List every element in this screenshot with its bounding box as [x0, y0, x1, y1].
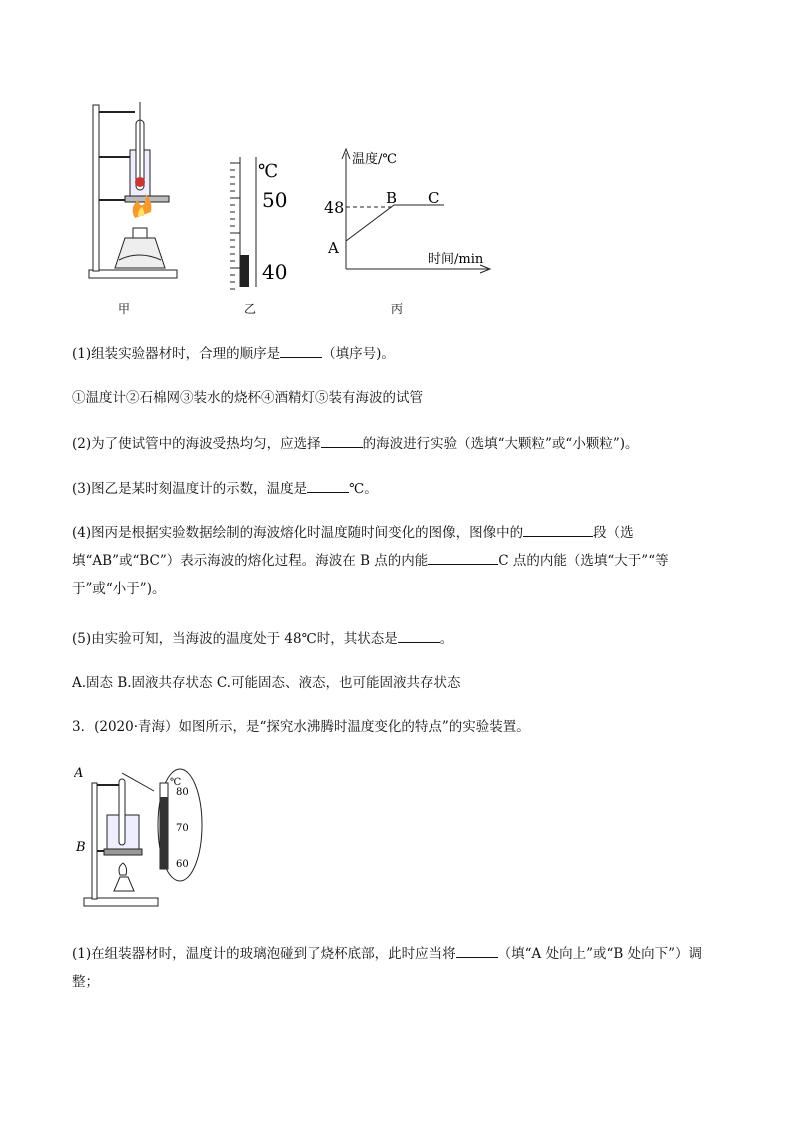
question-1-options: ①温度计②石棉网③装水的烧杯④酒精灯⑤装有海波的试管: [72, 390, 423, 406]
answer-blank-5[interactable]: [398, 628, 440, 643]
graph-point-b: B: [386, 189, 398, 207]
answer-blank-3[interactable]: [307, 478, 349, 493]
answer-blank-4b[interactable]: [428, 550, 498, 565]
figure-jia-caption: 甲: [118, 302, 131, 316]
graph-point-a: A: [328, 239, 339, 257]
fig3-tick-60: 60: [176, 859, 189, 870]
thermo-tick-50: 50: [262, 188, 288, 212]
question-5-options: A.固态 B.固液共存状态 C.可能固态、液态，也可能固液共存状态: [72, 675, 461, 691]
fig3-label-b: B: [76, 840, 86, 855]
thermo-unit: ℃: [258, 161, 279, 182]
item-3-question-1: (1)在组装器材时，温度计的玻璃泡碰到了烧杯底部，此时应当将 （填“A 处向上”或“B 处向下”）调整；: [72, 940, 720, 996]
question-5: (5)由实验可知，当海波的温度处于 48℃时，其状态是 。: [72, 628, 453, 649]
question-4: (4)图丙是根据实验数据绘制的海波熔化时温度随时间变化的图像，图像中的 段（选填“AB”或“BC”）表示海波的熔化过程。海波在 B 点的内能 C 点的内能（选填“大于”“等于”或“小于”)。: [72, 519, 720, 603]
figure-jia-apparatus: [85, 100, 185, 285]
answer-blank-1[interactable]: [280, 343, 322, 358]
fig3-tick-70: 70: [176, 823, 189, 834]
figure-yi-caption: 乙: [244, 302, 257, 316]
thermo-tick-40: 40: [262, 260, 288, 284]
fig3-unit: ℃: [170, 777, 182, 788]
question-3: (3)图乙是某时刻温度计的示数，温度是 ℃。: [72, 478, 378, 499]
figure-yi-thermometer: [222, 155, 297, 290]
figure-bing-caption: 丙: [391, 302, 404, 316]
figure-bing-graph: [320, 145, 500, 275]
answer-blank-item3-1[interactable]: [456, 943, 498, 958]
item-3-heading: 3．(2020·青海）如图所示，是“探究水沸腾时温度变化的特点”的实验装置。: [72, 719, 530, 735]
figure-item3-apparatus: [74, 763, 214, 913]
answer-blank-2[interactable]: [321, 433, 363, 448]
fig3-tick-80: 80: [176, 787, 189, 798]
graph-point-c: C: [428, 189, 440, 207]
graph-value-48: 48: [324, 198, 345, 217]
graph-xlabel: 时间/min: [428, 252, 484, 267]
answer-blank-4a[interactable]: [523, 522, 593, 537]
fig3-label-a: A: [74, 766, 84, 781]
question-1: (1)组装实验器材时，合理的顺序是 （填序号)。: [72, 343, 395, 364]
question-2: (2)为了使试管中的海波受热均匀，应选择 的海波进行实验（选填“大颗粒”或“小颗粒”)。: [72, 433, 639, 454]
graph-ylabel: 温度/℃: [352, 152, 397, 167]
